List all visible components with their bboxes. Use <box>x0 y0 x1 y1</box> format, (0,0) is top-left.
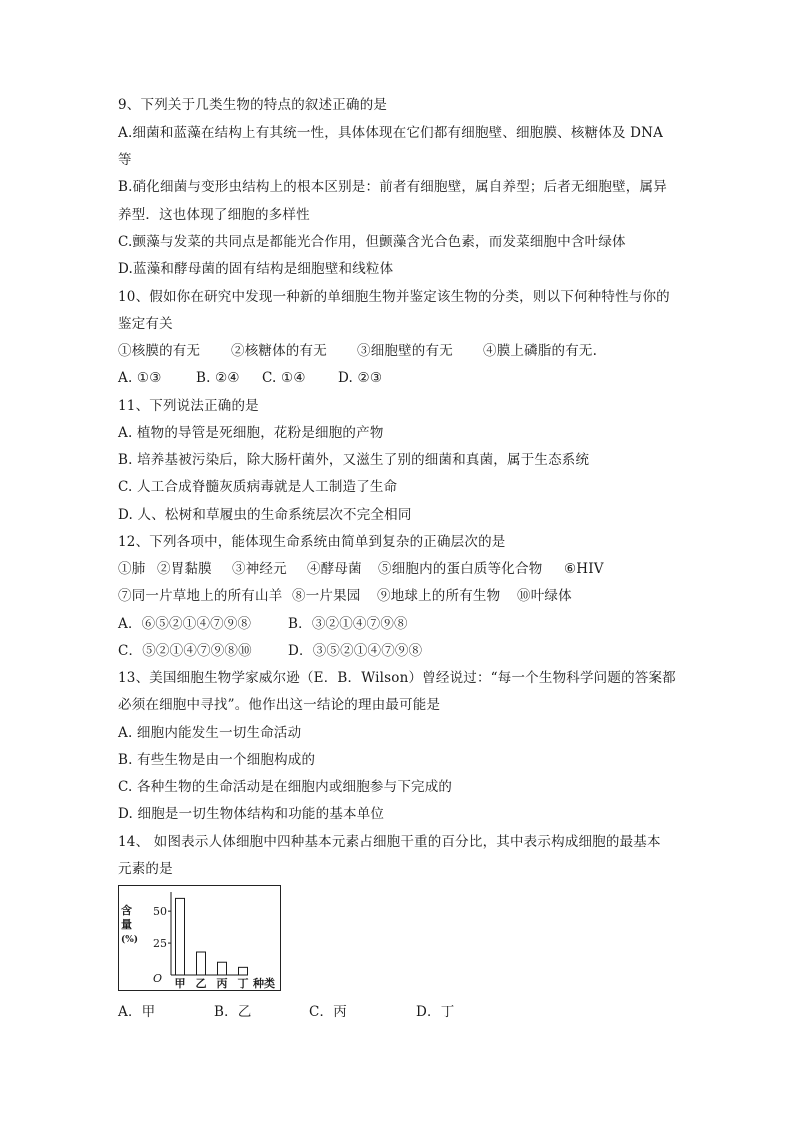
origin-label: O <box>153 972 163 985</box>
q9-option-a-line2: 等 <box>118 152 132 168</box>
q10-item: ③细胞壁的有无 <box>357 343 453 359</box>
q11-option-c: C. 人工合成脊髓灰质病毒就是人工制造了生命 <box>118 479 398 495</box>
q12-items-row2 <box>118 587 572 605</box>
category-label: 丁 <box>237 977 249 990</box>
q12-options-row2 <box>118 642 422 660</box>
q11-stem: 11、下列说法正确的是 <box>118 398 259 414</box>
q10-options <box>118 369 382 387</box>
q13-option-d: D. 细胞是一切生物体结构和功能的基本单位 <box>118 806 385 822</box>
q12-item: ①肺 <box>118 561 146 577</box>
q10-option: C. ①④ <box>262 370 306 386</box>
q12-stem: 12、下列各项中，能体现生命系统由简单到复杂的正确层次的是 <box>118 534 506 550</box>
q9-stem: 9、下列关于几类生物的特点的叙述正确的是 <box>118 97 388 113</box>
q12-items-row1 <box>118 560 604 578</box>
q9-option-d: D.蓝藻和酵母菌的固有结构是细胞壁和线粒体 <box>118 261 394 277</box>
bar <box>218 962 227 975</box>
q13-stem-line1: 13、美国细胞生物学家威尔逊（E．B．Wilson）曾经说过：“每一个生物科学问题的答案都 <box>118 670 676 686</box>
q12-item: ⑧一片果园 <box>292 588 361 604</box>
q14-stem-line2: 元素的是 <box>118 861 173 877</box>
category-label: 丙 <box>216 977 228 990</box>
bar-chart-svg <box>119 886 280 990</box>
q12-item: ③神经元 <box>232 561 287 577</box>
q13-stem-line2: 必须在细胞中寻找”。他作出这一结论的理由最可能是 <box>118 697 441 713</box>
q14-options <box>118 1003 454 1021</box>
q12-item: ⑨地球上的所有生物 <box>377 588 501 604</box>
q12-item: ⑦同一片草地上的所有山羊 <box>118 588 283 604</box>
bar <box>239 967 248 975</box>
q14-option: D．丁 <box>416 1004 455 1020</box>
q12-item: ⑤细胞内的蛋白质等化合物 <box>378 561 543 577</box>
q12-option-b: B．③②①④⑦⑨⑧ <box>288 616 408 632</box>
y-tick-label: 25 <box>153 937 167 951</box>
q12-options-row1 <box>118 615 408 633</box>
y-axis-label-unit: (%) <box>121 935 139 945</box>
q14-option: A．甲 <box>118 1004 156 1020</box>
q13-option-b: B. 有些生物是由一个细胞构成的 <box>118 752 316 768</box>
q9-option-a-line1: A.细菌和蓝藻在结构上有其统一性，具体体现在它们都有细胞壁、细胞膜、核糖体及 DNA <box>118 125 664 141</box>
q12-option-d: D．③⑤②①④⑦⑨⑧ <box>288 643 423 659</box>
q10-option: B. ②④ <box>196 370 240 386</box>
y-axis-label-part1: 含 <box>121 904 132 917</box>
q10-option: D. ②③ <box>338 370 383 386</box>
q12-item: ②胃黏膜 <box>157 561 212 577</box>
q11-option-a: A. 植物的导管是死细胞，花粉是细胞的产物 <box>118 425 384 441</box>
q12-item: ④酵母菌 <box>307 561 362 577</box>
y-tick-label: 50 <box>153 905 167 919</box>
q11-option-d: D. 人、松树和草履虫的生命系统层次不完全相同 <box>118 507 412 523</box>
q10-item: ②核糖体的有无 <box>231 343 327 359</box>
q10-option: A. ①③ <box>118 370 162 386</box>
q9-option-b-line1: B.硝化细菌与变形虫结构上的根本区别是：前者有细胞壁，属自养型；后者无细胞壁，属异 <box>118 179 667 195</box>
q10-items <box>118 342 597 360</box>
y-axis-label-part2: 量 <box>121 918 132 931</box>
category-label: 乙 <box>195 977 207 990</box>
q10-stem-line1: 10、假如你在研究中发现一种新的单细胞生物并鉴定该生物的分类，则以下何种特性与你的 <box>118 289 670 305</box>
element-content-chart <box>118 885 281 991</box>
q10-stem-line2: 鉴定有关 <box>118 316 173 332</box>
q13-option-a: A. 细胞内能发生一切生命活动 <box>118 725 302 741</box>
q14-stem-line1: 14、 如图表示人体细胞中四种基本元素占细胞干重的百分比，其中表示构成细胞的最基本 <box>118 834 661 850</box>
q12-option-c: C．⑤②①④⑦⑨⑧⑩ <box>118 643 252 659</box>
bar <box>197 952 206 975</box>
q9-option-b-line2: 养型．这也体现了细胞的多样性 <box>118 207 310 223</box>
q14-option: B．乙 <box>214 1004 252 1020</box>
q10-item: ④膜上磷脂的有无. <box>483 343 598 359</box>
q10-item: ①核膜的有无 <box>118 343 201 359</box>
q12-item: ⑥HIV <box>564 561 604 577</box>
q12-option-a: A．⑥⑤②①④⑦⑨⑧ <box>118 616 252 632</box>
q13-option-c: C. 各种生物的生命活动是在细胞内或细胞参与下完成的 <box>118 779 453 795</box>
x-axis-label: 种类 <box>253 977 275 990</box>
q12-item: ⑩叶绿体 <box>517 588 572 604</box>
q14-option: C．丙 <box>309 1004 347 1020</box>
q11-option-b: B. 培养基被污染后，除大肠杆菌外，又滋生了别的细菌和真菌，属于生态系统 <box>118 452 590 468</box>
bar <box>176 898 185 975</box>
q9-option-c: C.颤藻与发菜的共同点是都能光合作用，但颤藻含光合色素，而发菜细胞中含叶绿体 <box>118 234 626 250</box>
category-label: 甲 <box>174 977 186 990</box>
